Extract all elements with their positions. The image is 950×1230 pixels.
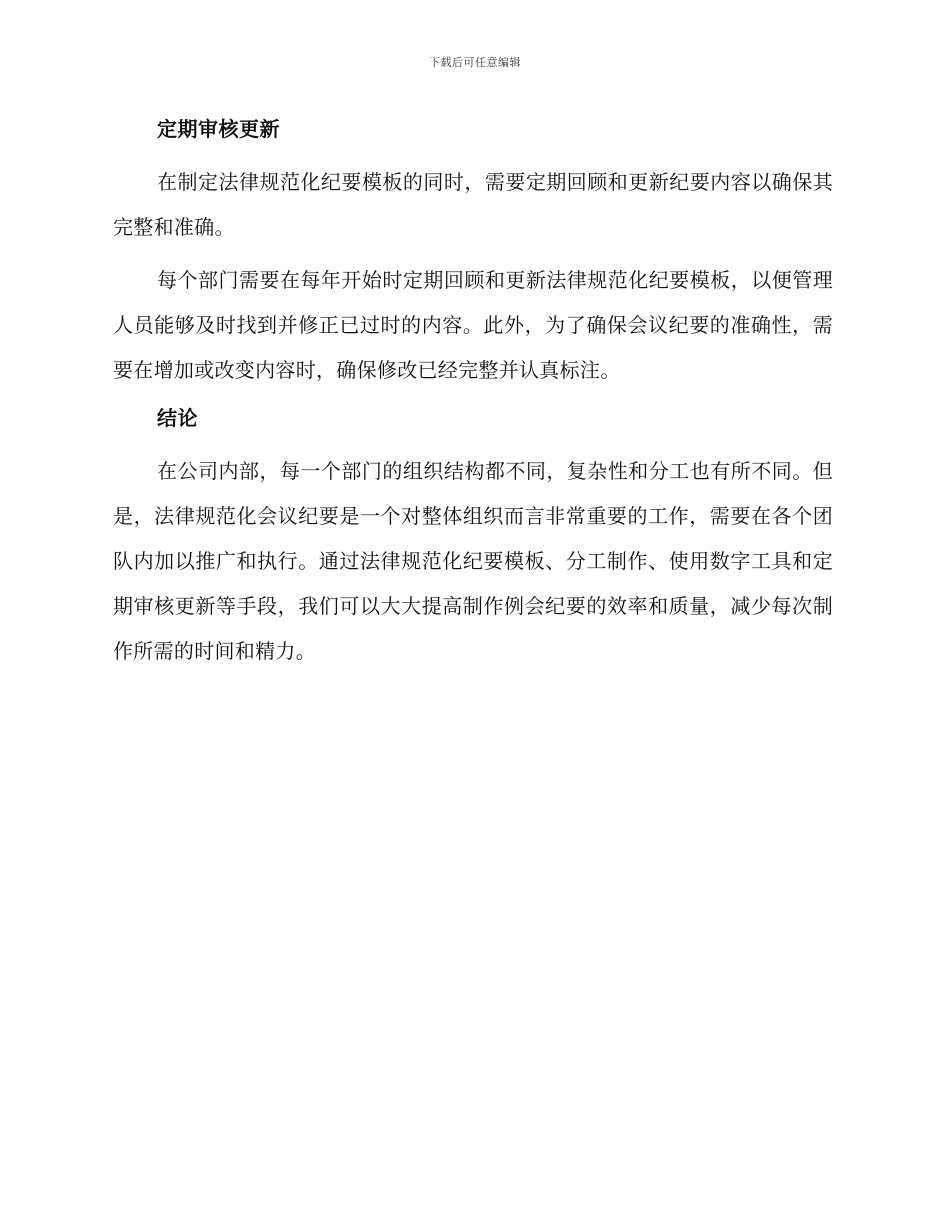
section-heading: 定期审核更新 [157,117,280,141]
page-header: 下载后可任意编辑 [429,56,521,69]
paragraph: 在公司内部，每一个部门的组织结构都不同，复杂性和分工也有所不同。但是，法律规范化会议纪要是一个对整体组织而言非常重要的工作，需要在各个团队内加以推广和执行。通过法律规范化纪要模板、分工制作、使用数字工具和定期审核更新等手段，我们可以大大提高制作例会纪要的效率和质量，减少每次制作所需的时间和精力。 [113,459,833,663]
document-body [113,112,833,686]
paragraph: 每个部门需要在每年开始时定期回顾和更新法律规范化纪要模板，以便管理人员能够及时找到并修正已过时的内容。此外，为了确保会议纪要的准确性，需要在增加或改变内容时，确保修改已经完整并认真标注。 [113,268,833,382]
paragraph: 在制定法律规范化纪要模板的同时，需要定期回顾和更新纪要内容以确保其完整和准确。 [113,170,833,239]
section-review-update [113,112,833,393]
section-conclusion [113,401,833,674]
section-heading: 结论 [157,406,198,430]
